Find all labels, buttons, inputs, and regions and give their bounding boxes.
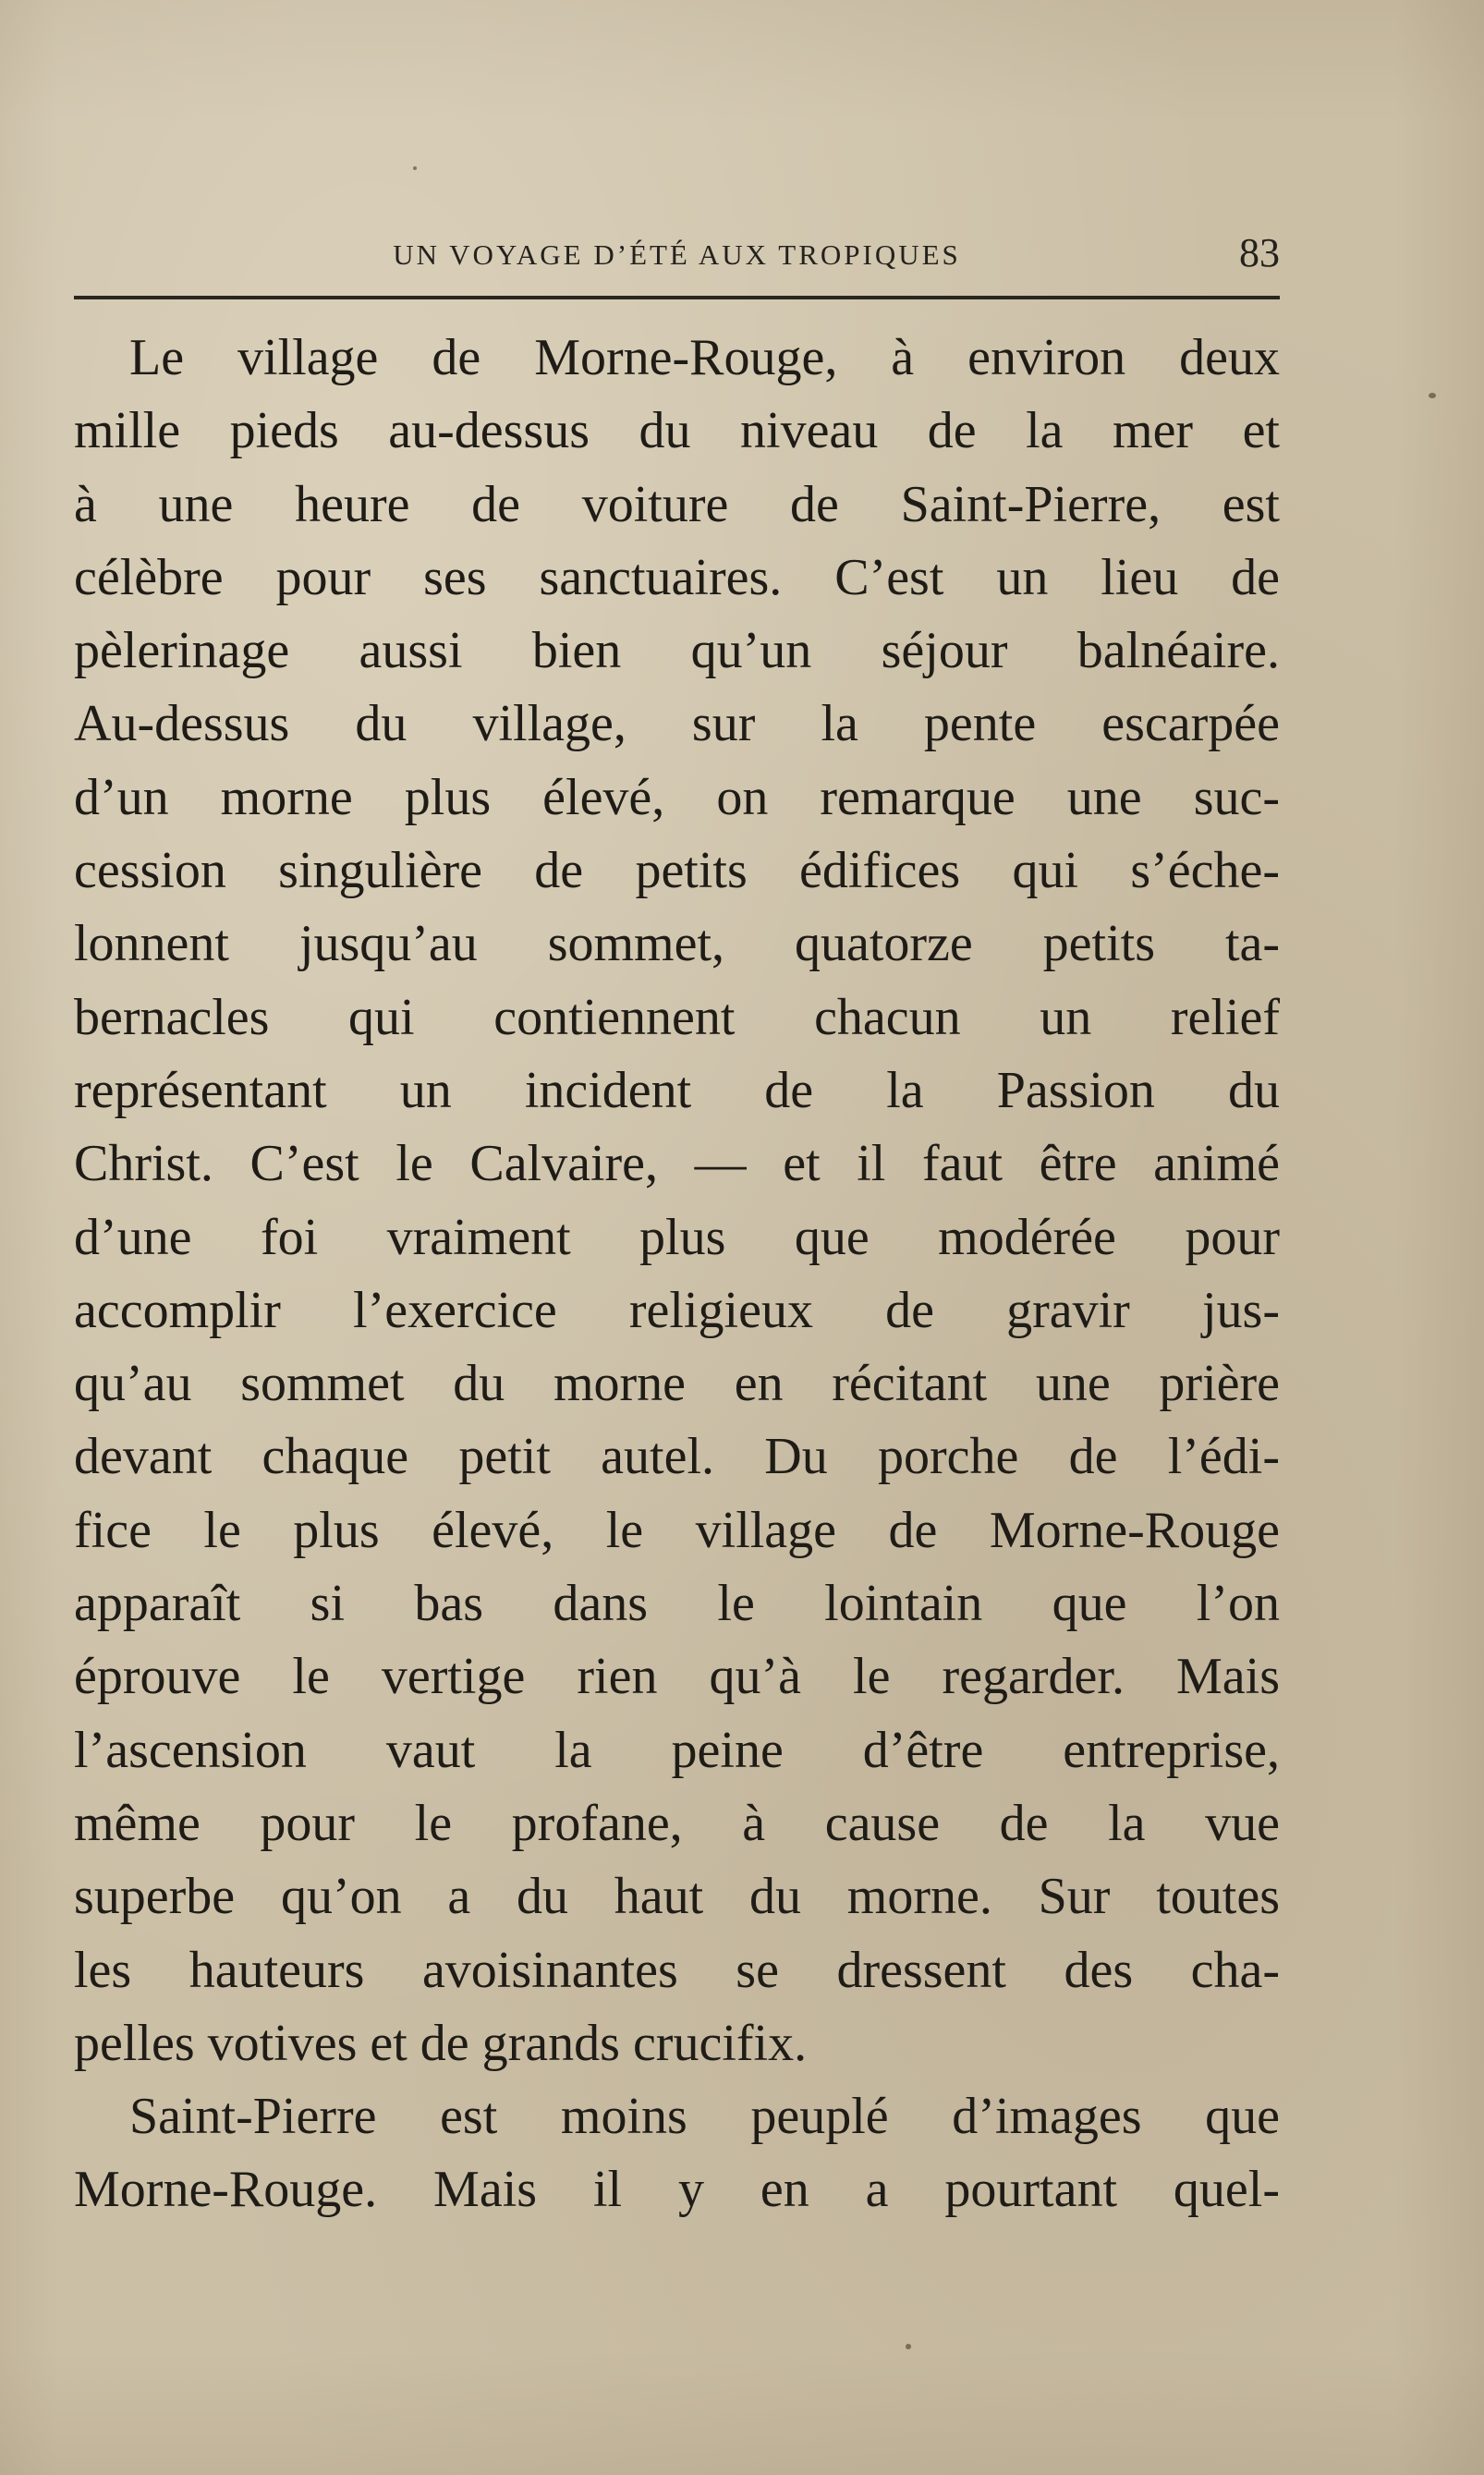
text-line: à une heure de voiture de Saint-Pierre, est	[74, 475, 1280, 533]
paper-speck	[413, 166, 417, 170]
text-line: fice le plus élevé, le village de Morne-Rouge	[74, 1501, 1280, 1559]
running-header	[74, 222, 1280, 299]
page-number: 83	[1239, 230, 1280, 275]
text-line: Saint-Pierre est moins peuplé d’images que	[129, 2088, 1280, 2146]
text-line: pèlerinage aussi bien qu’un séjour balnéaire.	[74, 622, 1280, 680]
paragraph-1	[74, 322, 1280, 2080]
text-line: pelles votives et de grands crucifix.	[74, 2014, 808, 2072]
text-line: d’une foi vraiment plus que modérée pour	[74, 1208, 1280, 1266]
paper-speck	[1429, 393, 1436, 398]
text-line: célèbre pour ses sanctuaires. C’est un lieu de	[74, 548, 1280, 606]
text-line: les hauteurs avoisinantes se dressent des cha-	[74, 1941, 1280, 1999]
text-line: bernacles qui contiennent chacun un relief	[74, 988, 1280, 1046]
text-line: qu’au sommet du morne en récitant une prière	[74, 1355, 1280, 1413]
text-line: représentant un incident de la Passion du	[74, 1061, 1280, 1119]
running-title: UN VOYAGE D’ÉTÉ AUX TROPIQUES	[393, 238, 961, 271]
text-line: cession singulière de petits édifices qui s’éche-	[74, 842, 1280, 900]
text-line: superbe qu’on a du haut du morne. Sur toutes	[74, 1868, 1280, 1926]
text-line: devant chaque petit autel. Du porche de l’édi-	[74, 1428, 1280, 1486]
text-line: apparaît si bas dans le lointain que l’on	[74, 1575, 1280, 1633]
text-line: accomplir l’exercice religieux de gravir jus-	[74, 1281, 1280, 1339]
paragraph-2	[74, 2080, 1280, 2227]
text-line: Au-dessus du village, sur la pente escarpée	[74, 695, 1280, 753]
text-line: Morne-Rouge. Mais il y en a pourtant quel-	[74, 2161, 1280, 2219]
text-line: lonnent jusqu’au sommet, quatorze petits ta-	[74, 915, 1280, 973]
paper-speck	[906, 2344, 911, 2349]
text-line: même pour le profane, à cause de la vue	[74, 1794, 1280, 1852]
text-line: l’ascension vaut la peine d’être entreprise,	[74, 1721, 1280, 1779]
text-line: mille pieds au-dessus du niveau de la mer et	[74, 402, 1280, 460]
text-line: Le village de Morne-Rouge, à environ deux	[129, 329, 1280, 386]
body-text	[74, 322, 1280, 2227]
text-line: d’un morne plus élevé, on remarque une suc-	[74, 768, 1280, 826]
text-line: éprouve le vertige rien qu’à le regarder. Mais	[74, 1648, 1280, 1706]
text-line: Christ. C’est le Calvaire, — et il faut être animé	[74, 1135, 1280, 1193]
book-page	[74, 222, 1280, 2227]
